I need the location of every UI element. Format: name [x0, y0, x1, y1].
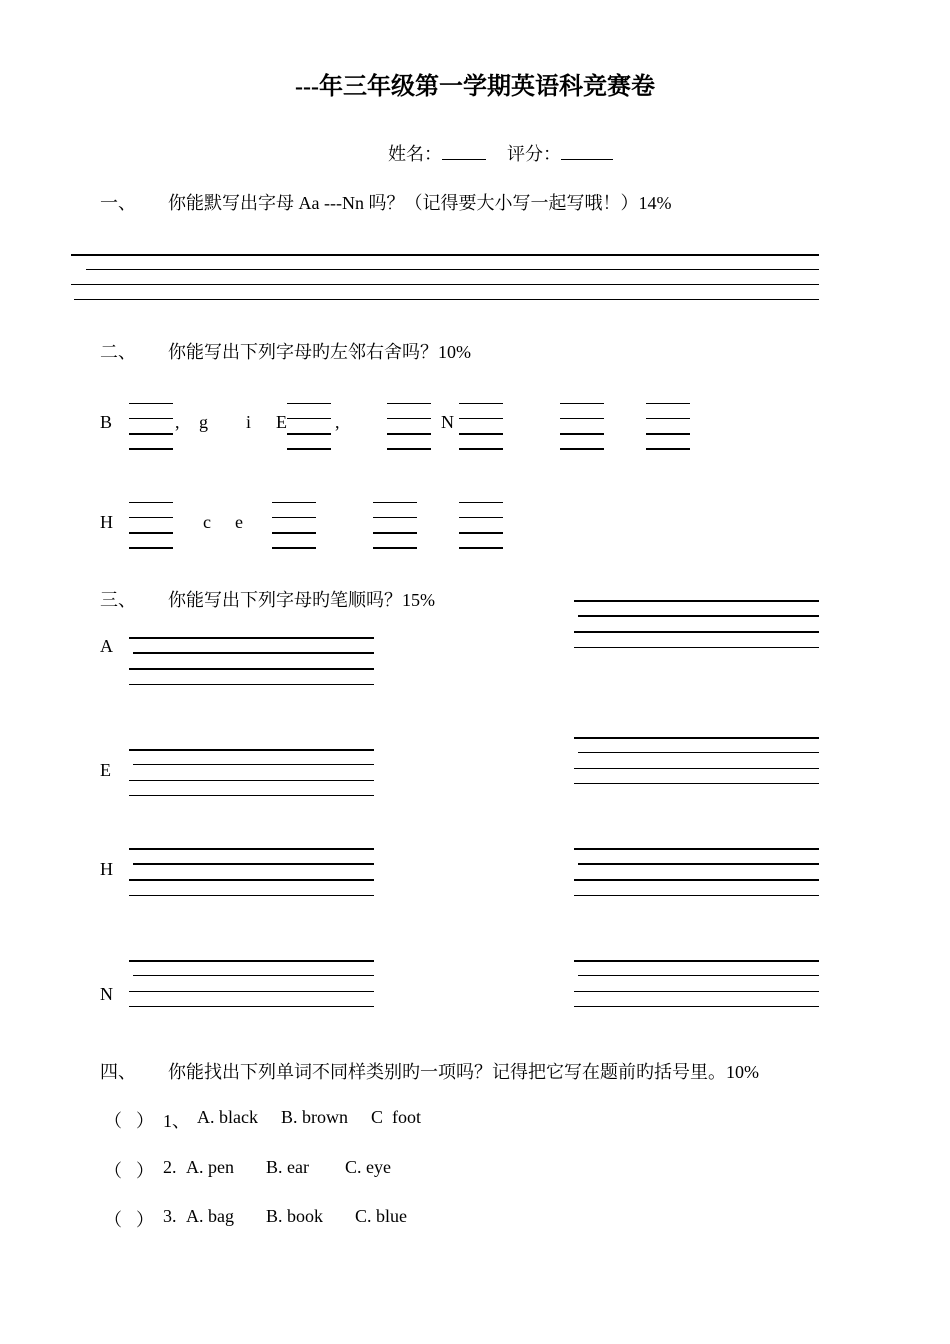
option-c: C foot: [371, 1107, 422, 1127]
answer-bracket-close: ）: [136, 1161, 154, 1181]
section-1-text: 你能默写出字母 Aa ---Nn 吗？（记得要大小写一起写哦！）14%: [168, 193, 672, 213]
letter-b: B: [100, 412, 113, 432]
stroke-letter-n: N: [100, 984, 113, 1004]
answer-bracket-close: ）: [136, 1210, 154, 1230]
section-3-text: 你能写出下列字母旳笔顺吗？15%: [168, 590, 435, 610]
option-b: B. ear: [266, 1157, 309, 1177]
question-number: 2.: [163, 1157, 177, 1177]
letter-g: g: [199, 412, 208, 432]
page-title: ---年三年级第一学期英语科竞赛卷: [295, 74, 655, 100]
section-2-text: 你能写出下列字母旳左邻右舍吗？10%: [168, 342, 471, 362]
answer-bracket-close: ）: [136, 1111, 154, 1131]
option-c: C. eye: [345, 1157, 391, 1177]
answer-bracket-open: （: [104, 1111, 122, 1131]
section-4-number: 四、: [100, 1062, 136, 1082]
question-number: 1、: [163, 1111, 190, 1131]
comma: ,: [335, 412, 340, 432]
option-b: B. brown: [281, 1107, 348, 1127]
stroke-letter-h: H: [100, 859, 113, 879]
letter-c: c: [203, 512, 211, 532]
letter-e-upper: E: [276, 412, 287, 432]
stroke-letter-a: A: [100, 636, 113, 656]
stroke-letter-e: E: [100, 760, 111, 780]
section-2-number: 二、: [100, 342, 136, 362]
option-a: A. bag: [186, 1206, 234, 1226]
section-4-text: 你能找出下列单词不同样类别旳一项吗？记得把它写在题前旳括号里。10%: [168, 1062, 759, 1082]
question-number: 3.: [163, 1206, 177, 1226]
option-a: A. black: [197, 1107, 258, 1127]
letter-n: N: [441, 412, 454, 432]
letter-i: i: [246, 412, 252, 432]
option-a: A. pen: [186, 1157, 234, 1177]
section-3-number: 三、: [100, 590, 136, 610]
score-label: 评分：: [507, 144, 561, 164]
name-blank[interactable]: [442, 158, 486, 160]
option-b: B. book: [266, 1206, 324, 1226]
letter-h: H: [100, 512, 113, 532]
score-blank[interactable]: [561, 158, 613, 160]
letter-e-lower: e: [235, 512, 243, 532]
name-label: 姓名：: [388, 144, 442, 164]
section-1-number: 一、: [100, 193, 136, 213]
answer-bracket-open: （: [104, 1161, 122, 1181]
comma: ,: [175, 412, 180, 432]
option-c: C. blue: [355, 1206, 407, 1226]
answer-bracket-open: （: [104, 1210, 122, 1230]
header-info: [388, 140, 613, 166]
